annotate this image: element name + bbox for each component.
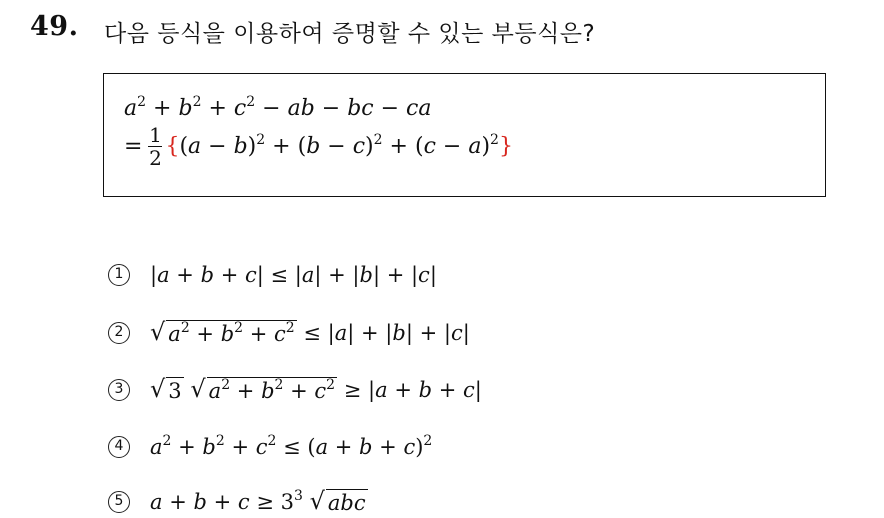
option-marker: 3 <box>108 379 130 401</box>
square-root: √ abc <box>309 487 366 515</box>
square-root: √ $a^2 + b^2 + c^2$ <box>190 375 336 403</box>
option-5[interactable] <box>108 489 368 515</box>
equation-line-1: $a^2 + b^2 + c^2$ − ab − bc − ca <box>124 94 432 121</box>
option-marker: 5 <box>108 491 130 513</box>
option-4-expression: $a^2 + b^2 + c^2 \le (a + b + c)^2$ <box>150 433 433 459</box>
fraction-numerator: 1 <box>149 123 162 147</box>
option-3[interactable] <box>108 377 482 403</box>
question-number: 49. <box>30 11 79 42</box>
option-5-expression: $a + b + c \ge 3^3$ √ abc <box>150 487 366 515</box>
square-root: √ 3 <box>150 375 182 403</box>
option-2-expression: √ $a^2 + b^2 + c^2$ ≤ |a| + |b| + |c| <box>150 318 470 346</box>
option-3-expression: √ 3 √ $a^2 + b^2 + c^2$ ≥ |a + b + c| <box>150 375 482 403</box>
option-2[interactable] <box>108 320 470 346</box>
fraction-one-half <box>148 124 162 169</box>
square-root: √ $a^2 + b^2 + c^2$ <box>150 318 295 346</box>
equation-line-2: = $\frac{1}{2}$ $\{(a - b)^2 + (b - c)^2 + (c - a)^2\}$ <box>124 123 513 170</box>
fraction-denominator: 2 <box>149 146 162 170</box>
option-1[interactable] <box>108 263 437 287</box>
option-marker: 2 <box>108 322 130 344</box>
option-1-expression: |a + b + c| ≤ |a| + |b| + |c| <box>150 263 437 287</box>
option-marker: 4 <box>108 436 130 458</box>
option-marker: 1 <box>108 264 130 286</box>
option-4[interactable] <box>108 435 432 459</box>
question-text: 다음 등식을 이용하여 증명할 수 있는 부등식은? <box>104 21 596 47</box>
equation-box <box>103 73 826 197</box>
